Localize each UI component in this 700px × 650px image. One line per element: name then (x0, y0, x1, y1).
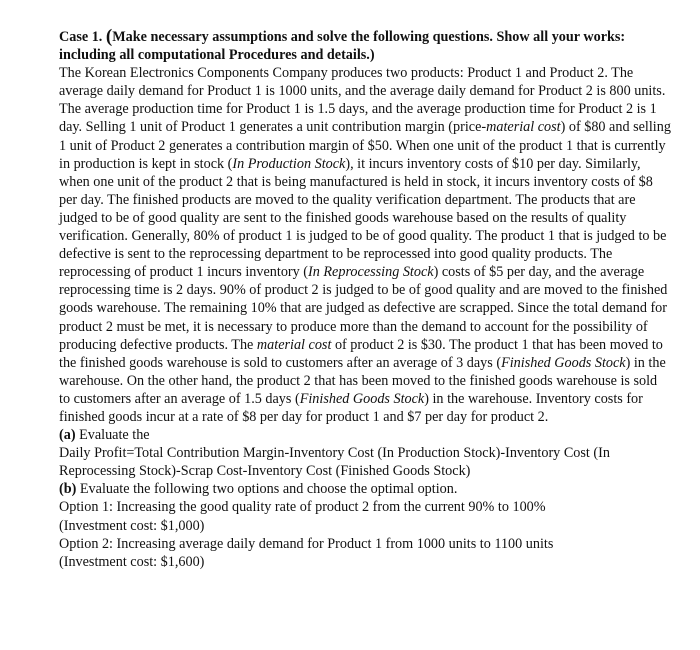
part-a-question (59, 426, 671, 444)
part-a-intro: Evaluate the (75, 427, 150, 444)
desc-text-7: ) in the warehouse. Inventory costs for finished goods incur at a rate of $8 per day for product 1 and $7 per day for product 2. (59, 390, 643, 425)
case-description (59, 64, 671, 426)
part-b-label: (b) (59, 481, 77, 498)
option-2-cost: (Investment cost: $1,600) (59, 553, 205, 570)
finished-goods-stock-term-2: Finished Goods Stock (299, 390, 425, 407)
desc-text-5: of product 2 is $30. The product 1 that has been moved to the finished goods warehouse is sold to customers after an average of 3 days ( (59, 336, 663, 371)
case-open-paren: ( (105, 26, 113, 47)
desc-text-6: ) in the warehouse. On the other hand, the product 2 that has been moved to the finished goods warehouse is sold to customers after an average of 1.5 days ( (59, 354, 666, 407)
desc-text-4: ) costs of $5 per day, and the average reprocessing time is 2 days. 90% of product 2 is judged to be of good quality and are moved to the finished goods warehouse. The remaining 10% that are judged as defective are scrapped. Since the total demand for product 2 must be met, it is necessary to produce more than the demand to account for the possibility of producing defective products. The (59, 264, 668, 353)
daily-profit-formula: Daily Profit=Total Contribution Margin-Inventory Cost (In Production Stock)-Inventory Cost (In Reprocessing Stock)-Scrap Cost-Inventory Cost (Finished Goods Stock) (59, 445, 610, 480)
in-reprocessing-stock-term: In Reprocessing Stock (308, 264, 434, 281)
in-production-stock-term: In Production Stock (232, 155, 346, 172)
finished-goods-stock-term-1: Finished Goods Stock (501, 354, 626, 371)
case-document (59, 28, 671, 571)
part-b-intro: Evaluate the following two options and choose the optimal option. (76, 481, 458, 498)
desc-text-2: ) of $80 and selling 1 unit of Product 2 generates a contribution margin of $50. When one unit of the product 1 that is currently in production is kept in stock ( (59, 119, 671, 172)
option-1-text: Option 1: Increasing the good quality rate of product 2 from the current 90% to 100% (59, 499, 546, 516)
case-instruction: Make necessary assumptions and solve the following questions. Show all your works: including all computational Procedures and details.) (59, 29, 626, 64)
option-1-cost: (Investment cost: $1,000) (59, 517, 205, 534)
material-cost-term-2: material cost (256, 336, 332, 353)
option-2-text: Option 2: Increasing average daily demand for Product 1 from 1000 units to 1100 units (59, 535, 554, 552)
part-b-question (59, 480, 671, 498)
desc-text-3: ), it incurs inventory costs of $10 per day. Similarly, when one unit of the product 2 that is being manufactured is held in stock, it incurs inventory costs of $8 per day. The finished products are moved to the quality verification department. The products that are judged to be of good quality are sent to the finished goods warehouse based on the results of quality verification. Generally, 80% of product 1 is judged to be of good quality. The product 1 that is judged to be defective is sent to the reprocessing department to be reprocessed into good quality products. The reprocessing of product 1 incurs inventory ( (59, 155, 667, 281)
desc-text-1: The Korean Electronics Components Company produces two products: Product 1 and Product 2. The average daily demand for Product 1 is 1000 units, and the average daily demand for Product 2 is 800 units. The average production time for Product 1 is 1.5 days, and the average production time for Product 2 is 1 day. Selling 1 unit of Product 1 generates a unit contribution margin (price- (59, 65, 666, 136)
part-a-label: (a) (59, 427, 76, 444)
material-cost-term-1: material cost (486, 119, 561, 136)
case-heading (59, 28, 671, 64)
case-title: Case 1. (59, 29, 103, 45)
